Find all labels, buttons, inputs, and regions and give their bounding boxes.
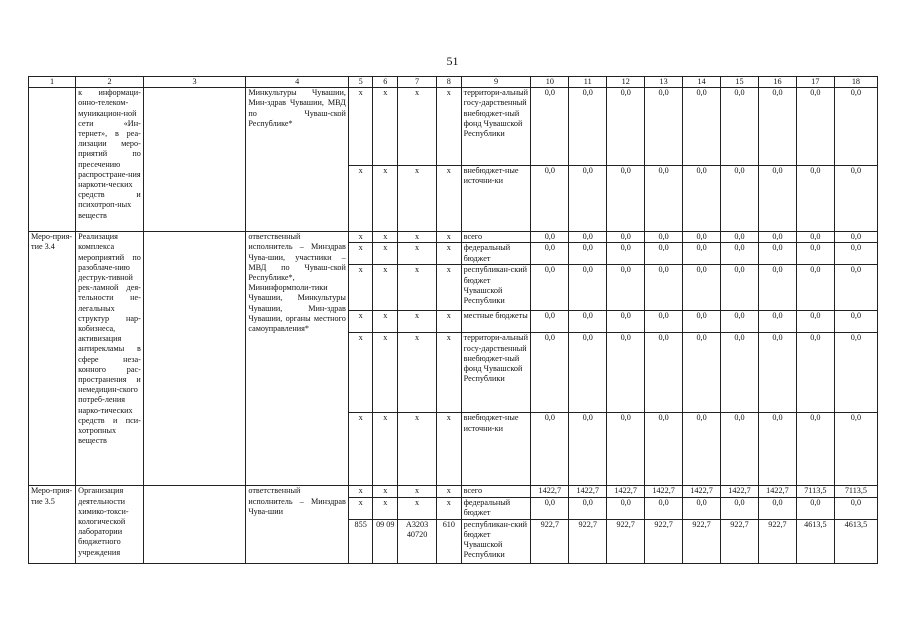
amount-cell: 0,0 (834, 497, 877, 519)
column-header-1: 1 (29, 77, 76, 88)
amount-cell: 1422,7 (531, 486, 569, 497)
amount-cell: 0,0 (721, 166, 759, 232)
amount-cell: 922,7 (607, 519, 645, 563)
column-header-4: 4 (246, 77, 349, 88)
code-c6: х (373, 486, 398, 497)
funding-source: республикан-ский бюджет Чувашской Республики (461, 519, 531, 563)
column-header-11: 11 (569, 77, 607, 88)
amount-cell: 0,0 (758, 333, 796, 413)
amount-cell: 0,0 (645, 333, 683, 413)
amount-cell: 0,0 (683, 232, 721, 243)
executor: ответственный исполнитель – Минздрав Чува-шии, участники – МВД по Чуваш-ской Республике*, Мининформполи-тики Чувашии, Минкультуры Чувашии, Мин-здрав Чувашии, органы местного самоуправления* (246, 232, 349, 486)
amount-cell: 922,7 (645, 519, 683, 563)
activity-number: Меро-прия-тие 3.5 (29, 486, 76, 563)
amount-cell: 0,0 (683, 243, 721, 265)
amount-cell: 0,0 (645, 88, 683, 166)
code-c8: х (437, 265, 462, 311)
amount-cell: 0,0 (607, 166, 645, 232)
amount-cell: 1422,7 (645, 486, 683, 497)
amount-cell: 0,0 (721, 311, 759, 333)
amount-cell: 0,0 (721, 88, 759, 166)
amount-cell: 4613,5 (834, 519, 877, 563)
column-header-10: 10 (531, 77, 569, 88)
amount-cell: 0,0 (569, 311, 607, 333)
code-c7: х (398, 232, 437, 243)
code-c5: 855 (348, 519, 373, 563)
amount-cell: 0,0 (531, 88, 569, 166)
amount-cell: 0,0 (645, 497, 683, 519)
funding-source: внебюджет-ные источни-ки (461, 413, 531, 486)
code-c7: х (398, 413, 437, 486)
amount-cell: 0,0 (531, 413, 569, 486)
column-header-18: 18 (834, 77, 877, 88)
table-row (29, 486, 878, 497)
funding-source: территори-альный госу-дарственный внебюджет-ный фонд Чувашской Республики (461, 333, 531, 413)
amount-cell: 0,0 (796, 333, 834, 413)
amount-cell: 0,0 (758, 265, 796, 311)
column-header-14: 14 (683, 77, 721, 88)
amount-cell: 0,0 (531, 311, 569, 333)
amount-cell: 0,0 (721, 497, 759, 519)
amount-cell: 0,0 (834, 88, 877, 166)
code-c7: х (398, 333, 437, 413)
code-c5: х (348, 497, 373, 519)
budget-table (28, 76, 878, 564)
column-header-12: 12 (607, 77, 645, 88)
amount-cell: 922,7 (531, 519, 569, 563)
page-number: 51 (446, 54, 459, 68)
amount-cell: 0,0 (758, 413, 796, 486)
amount-cell: 0,0 (683, 88, 721, 166)
amount-cell: 0,0 (796, 88, 834, 166)
code-c7: х (398, 265, 437, 311)
amount-cell: 0,0 (645, 413, 683, 486)
amount-cell: 0,0 (607, 413, 645, 486)
amount-cell: 0,0 (683, 311, 721, 333)
code-c6: 09 09 (373, 519, 398, 563)
amount-cell: 0,0 (569, 88, 607, 166)
column-3-empty (143, 232, 246, 486)
amount-cell: 0,0 (796, 265, 834, 311)
amount-cell: 0,0 (796, 166, 834, 232)
code-c7: х (398, 243, 437, 265)
amount-cell: 0,0 (645, 311, 683, 333)
amount-cell: 0,0 (758, 243, 796, 265)
amount-cell: 922,7 (569, 519, 607, 563)
amount-cell: 0,0 (796, 497, 834, 519)
amount-cell: 0,0 (834, 232, 877, 243)
code-c7: х (398, 88, 437, 166)
column-header-15: 15 (721, 77, 759, 88)
amount-cell: 0,0 (607, 333, 645, 413)
amount-cell: 7113,5 (834, 486, 877, 497)
executor: ответственный исполнитель – Минздрав Чува-шии (246, 486, 349, 563)
amount-cell: 0,0 (569, 265, 607, 311)
column-header-8: 8 (437, 77, 462, 88)
amount-cell: 0,0 (607, 88, 645, 166)
activity-name: к информаци-онно-телеком-муникацион-ной сети «Ин-тернет», в реа-лизации меро-приятий по пресечению распростране-ния наркоти-ческих средств и психотроп-ных веществ (76, 88, 144, 232)
code-c8: х (437, 311, 462, 333)
amount-cell: 0,0 (721, 333, 759, 413)
amount-cell: 0,0 (607, 243, 645, 265)
funding-source: всего (461, 232, 531, 243)
activity-name: Реализация комплекса мероприятий по разоблаче-нию деструк-тивной рек-ламной дея-тельности не-легальных структур нар-кобизнеса, активизация антирекламы в сфере неза-конного рас-пространения и немедицин-ского потреб-ления нарко-тических средств и пси-хотропных веществ (76, 232, 144, 486)
code-c6: х (373, 497, 398, 519)
amount-cell: 0,0 (834, 311, 877, 333)
amount-cell: 0,0 (531, 243, 569, 265)
amount-cell: 0,0 (758, 232, 796, 243)
column-header-2: 2 (76, 77, 144, 88)
table-body (29, 88, 878, 563)
column-header-5: 5 (348, 77, 373, 88)
activity-number: Меро-прия-тие 3.4 (29, 232, 76, 486)
amount-cell: 922,7 (758, 519, 796, 563)
amount-cell: 0,0 (645, 166, 683, 232)
amount-cell: 0,0 (834, 413, 877, 486)
amount-cell: 0,0 (796, 413, 834, 486)
funding-source: внебюджет-ные источни-ки (461, 166, 531, 232)
amount-cell: 1422,7 (683, 486, 721, 497)
funding-source: федеральный бюджет (461, 497, 531, 519)
code-c6: х (373, 311, 398, 333)
code-c5: х (348, 265, 373, 311)
code-c6: х (373, 232, 398, 243)
amount-cell: 0,0 (531, 232, 569, 243)
code-c5: х (348, 166, 373, 232)
amount-cell: 0,0 (834, 243, 877, 265)
amount-cell: 0,0 (607, 311, 645, 333)
amount-cell: 0,0 (721, 232, 759, 243)
amount-cell: 0,0 (569, 497, 607, 519)
amount-cell: 0,0 (758, 88, 796, 166)
amount-cell: 0,0 (721, 413, 759, 486)
amount-cell: 0,0 (683, 497, 721, 519)
amount-cell: 922,7 (683, 519, 721, 563)
amount-cell: 1422,7 (569, 486, 607, 497)
funding-source: местные бюджеты (461, 311, 531, 333)
amount-cell: 0,0 (683, 166, 721, 232)
amount-cell: 0,0 (721, 265, 759, 311)
amount-cell: 0,0 (683, 413, 721, 486)
code-c6: х (373, 333, 398, 413)
table-row (29, 232, 878, 243)
column-3-empty (143, 486, 246, 563)
code-c7: А3203 40720 (398, 519, 437, 563)
amount-cell: 0,0 (607, 232, 645, 243)
code-c7: х (398, 311, 437, 333)
amount-cell: 1422,7 (758, 486, 796, 497)
code-c6: х (373, 413, 398, 486)
funding-source: федеральный бюджет (461, 243, 531, 265)
code-c5: х (348, 333, 373, 413)
amount-cell: 0,0 (569, 166, 607, 232)
amount-cell: 0,0 (645, 232, 683, 243)
column-header-13: 13 (645, 77, 683, 88)
code-c8: х (437, 166, 462, 232)
column-header-3: 3 (143, 77, 246, 88)
code-c8: х (437, 243, 462, 265)
amount-cell: 0,0 (834, 333, 877, 413)
funding-source: территори-альный госу-дарственный внебюджет-ный фонд Чувашской Республики (461, 88, 531, 166)
amount-cell: 0,0 (683, 265, 721, 311)
code-c7: х (398, 497, 437, 519)
code-c8: х (437, 413, 462, 486)
amount-cell: 0,0 (607, 265, 645, 311)
amount-cell: 0,0 (796, 243, 834, 265)
column-header-9: 9 (461, 77, 531, 88)
amount-cell: 0,0 (569, 413, 607, 486)
amount-cell: 0,0 (569, 243, 607, 265)
column-number-row (29, 77, 878, 88)
code-c6: х (373, 166, 398, 232)
amount-cell: 0,0 (531, 265, 569, 311)
amount-cell: 0,0 (569, 333, 607, 413)
amount-cell: 1422,7 (721, 486, 759, 497)
amount-cell: 0,0 (645, 243, 683, 265)
code-c5: х (348, 413, 373, 486)
amount-cell: 4613,5 (796, 519, 834, 563)
code-c8: х (437, 486, 462, 497)
executor: Минкультуры Чувашии, Мин-здрав Чувашии, МВД по Чуваш-ской Республике* (246, 88, 349, 232)
amount-cell: 7113,5 (796, 486, 834, 497)
code-c5: х (348, 311, 373, 333)
code-c8: х (437, 497, 462, 519)
code-c7: х (398, 166, 437, 232)
table-row (29, 88, 878, 166)
amount-cell: 0,0 (645, 265, 683, 311)
amount-cell: 0,0 (721, 243, 759, 265)
amount-cell: 0,0 (531, 497, 569, 519)
column-header-16: 16 (758, 77, 796, 88)
amount-cell: 0,0 (607, 497, 645, 519)
amount-cell: 0,0 (758, 497, 796, 519)
amount-cell: 0,0 (796, 311, 834, 333)
amount-cell: 0,0 (758, 311, 796, 333)
code-c6: х (373, 243, 398, 265)
code-c7: х (398, 486, 437, 497)
amount-cell: 0,0 (531, 166, 569, 232)
amount-cell: 0,0 (758, 166, 796, 232)
code-c5: х (348, 486, 373, 497)
code-c5: х (348, 232, 373, 243)
amount-cell: 922,7 (721, 519, 759, 563)
amount-cell: 0,0 (683, 333, 721, 413)
amount-cell: 1422,7 (607, 486, 645, 497)
code-c6: х (373, 265, 398, 311)
funding-source: республикан-ский бюджет Чувашской Республики (461, 265, 531, 311)
amount-cell: 0,0 (531, 333, 569, 413)
column-header-6: 6 (373, 77, 398, 88)
activity-number (29, 88, 76, 232)
amount-cell: 0,0 (834, 166, 877, 232)
amount-cell: 0,0 (796, 232, 834, 243)
code-c6: х (373, 88, 398, 166)
column-header-7: 7 (398, 77, 437, 88)
amount-cell: 0,0 (834, 265, 877, 311)
code-c8: х (437, 88, 462, 166)
code-c8: х (437, 333, 462, 413)
activity-name: Организация деятельности химико-токси-кологической лаборатории бюджетного учреждения (76, 486, 144, 563)
column-3-empty (143, 88, 246, 232)
code-c5: х (348, 243, 373, 265)
code-c8: х (437, 232, 462, 243)
funding-source: всего (461, 486, 531, 497)
amount-cell: 0,0 (569, 232, 607, 243)
code-c5: х (348, 88, 373, 166)
column-header-17: 17 (796, 77, 834, 88)
code-c8: 610 (437, 519, 462, 563)
